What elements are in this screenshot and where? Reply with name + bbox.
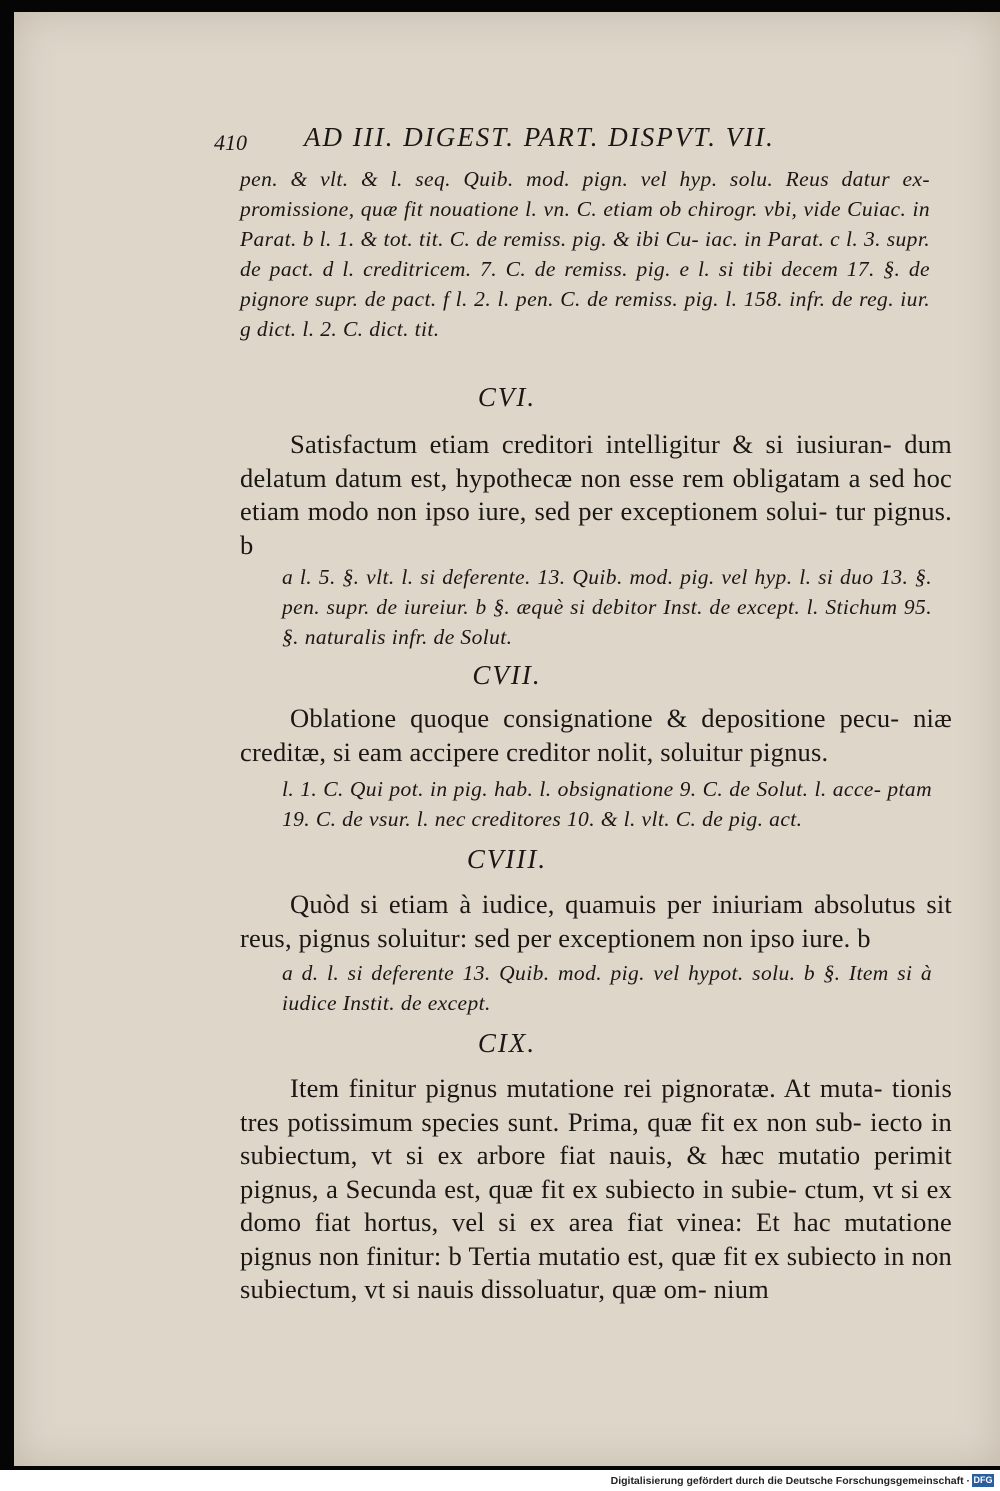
notes-top: pen. & vlt. & l. seq. Quib. mod. pign. vel hyp. solu. Reus datur ex- promissione, quæ fit nouatione l. vn. C. etiam ob chirogr. vbi, vide Cuiac. in Parat. b l. 1. & tot. tit. C. de remiss. pig. & ibi Cu- iac. in Parat. c l. 3. supr. de pact. d l. creditricem. 7. C. de remiss. pig. e l. si tibi decem 17. §. de pignore supr. de pact. f l. 2. l. pen. C. de remiss. pig. l. 158. infr. de reg. iur. g dict. l. 2. C. dict. tit. [240,167,930,341]
digitization-footer [0,1472,1000,1491]
section-notes-cvii: l. 1. C. Qui pot. in pig. hab. l. obsignatione 9. C. de Solut. l. acce- ptam 19. C. de vsur. l. nec creditores 10. & l. vlt. C. de pig. act. [282,777,932,831]
section-heading-cix: CIX. [477,1028,537,1058]
dfg-logo-icon: DFG [973,1475,993,1485]
section-text-cviii: Quòd si etiam à iudice, quamuis per iniuriam absolutus sit reus, pignus soluitur: sed per exceptionem non ipso iure. b [240,889,952,953]
running-head [304,122,864,153]
section-text-cvii: Oblatione quoque consignatione & depositione pecu- niæ creditæ, si eam accipere creditor nolit, soluitur pignus. [240,703,952,767]
section-heading-cvi: CVI. [477,382,537,412]
section-notes-cviii: a d. l. si deferente 13. Quib. mod. pig. vel hypot. solu. b §. Item si à iudice Instit. de except. [282,961,932,1015]
section-heading-cviii: CVIII. [466,844,548,874]
section-text-cvi: Satisfactum etiam creditori intelligitur & si iusiuran- dum delatum datum est, hypothecæ non esse rem obligatam a sed hoc etiam modo non ipso iure, sed per exceptionem solui- tur pignus. b [240,429,952,560]
book-page [14,12,1000,1466]
section-notes-cvi: a l. 5. §. vlt. l. si deferente. 13. Quib. mod. pig. vel hyp. l. si duo 13. §. pen. supr. de iureiur. b §. æquè si debitor Inst. de except. l. Stichum 95. §. naturalis infr. de Solut. [282,565,932,649]
footer-text: Digitalisierung gefördert durch die Deutsche Forschungsgemeinschaft · [610,1475,970,1487]
folio-number: 410 [214,130,247,155]
section-text-cix: Item finitur pignus mutatione rei pignoratæ. At muta- tionis tres potissimum species sunt. Prima, quæ fit ex non sub- iecto in subiectum, vt si ex arbore fiat nauis, & hæc mutatio perimit pignus, a Secunda est, quæ fit ex subiecto in subie- ctum, vt si ex domo fiat hortus, vel si ex area fiat vinea: Et hac mutatione pignus non finitur: b Tertia mutatio est, quæ fit ex subiecto in non subiectum, vt si nauis dissoluatur, quæ om- nium [240,1073,952,1304]
running-head-text: AD III. DIGEST. PART. DISPVT. VII. [304,122,775,152]
section-heading-cvii: CVII. [472,660,542,690]
